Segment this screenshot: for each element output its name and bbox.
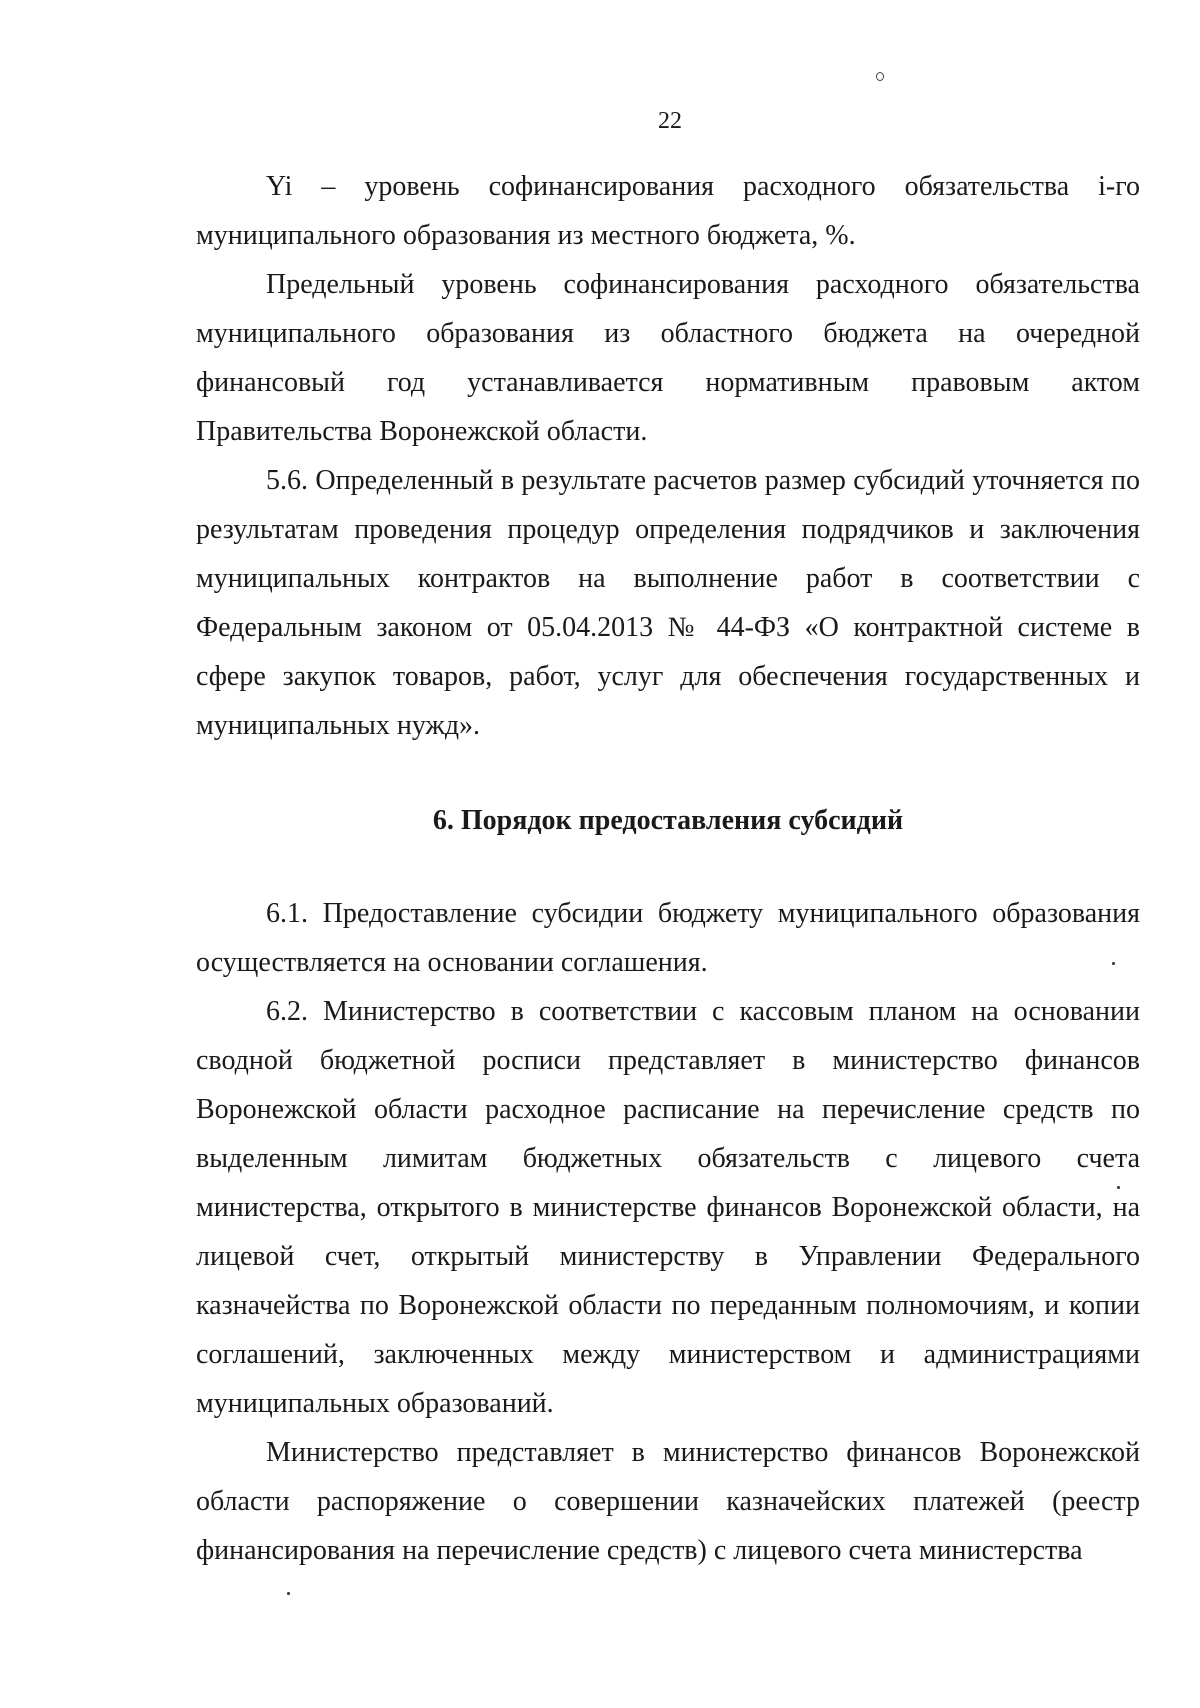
paragraph-5-6: 5.6. Определенный в результате расчетов размер субсидий уточняется по результатам проведения процедур определения подрядчиков и заключения муниципальных контрактов на выполнение работ в соответствии с Федеральным законом от 05.04.2013 № 44-ФЗ «О контрактной системе в сфере закупок товаров, работ, услуг для обеспечения государственных и муниципальных нужд».: [196, 465, 1140, 741]
paragraph-yi-definition: Yi – уровень софинансирования расходного обязательства i-го муниципального образования из местного бюджета, %.: [196, 171, 1140, 251]
section-heading: 6. Порядок предоставления субсидий: [432, 805, 904, 836]
paragraph-ministry-order: Министерство представляет в министерство финансов Воронежской области распоряжение о совершении казначейских платежей (реестр финансирования на перечисление средств) с лицевого счета министерства: [196, 1437, 1140, 1566]
page-number: 22: [658, 108, 682, 134]
paragraph-6-2: 6.2. Министерство в соответствии с кассовым планом на основании сводной бюджетной росписи представляет в министерство финансов Воронежской области расходное расписание на перечисление средств по выделенным лимитам бюджетных обязательств с лицевого счета министерства, открытого в министерстве финансов Воронежской области, на лицевой счет, открытый министерству в Управлении Федерального казначейства по Воронежской области по переданным полномочиям, и копии соглашений, заключенных между министерством и администрациями муниципальных образований.: [196, 996, 1140, 1419]
scan-speck: [1117, 1186, 1120, 1189]
scan-speck: [287, 1592, 290, 1595]
paragraph-cofinancing-limit: Предельный уровень софинансирования расходного обязательства муниципального образования из областного бюджета на очередной финансовый год устанавливается нормативным правовым актом Правительства Воронежской области.: [196, 269, 1140, 447]
scan-artifact-mark: [876, 72, 884, 81]
document-body: [196, 162, 1140, 1575]
paragraph-6-1: 6.1. Предоставление субсидии бюджету муниципального образования осуществляется на основании соглашения.: [196, 898, 1140, 978]
scan-speck: [1112, 962, 1115, 965]
